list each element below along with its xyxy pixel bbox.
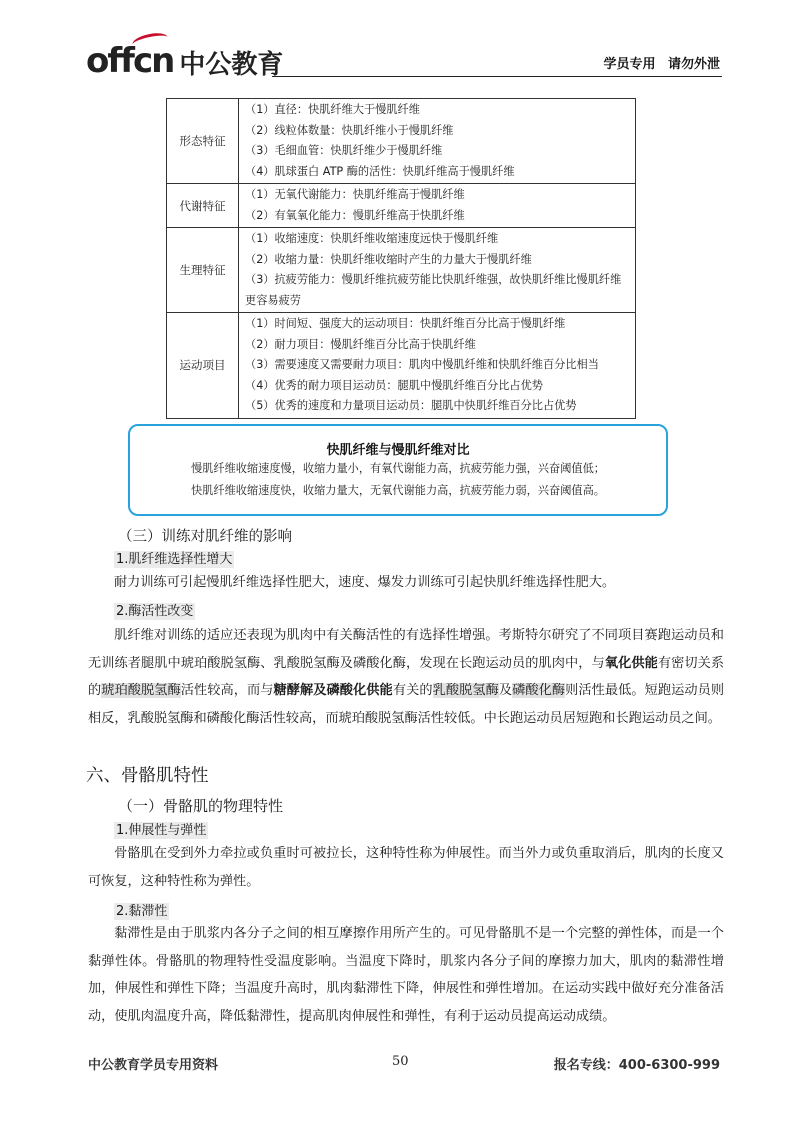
list-item: （2）收缩力量：快肌纤维收缩时产生的力量大于慢肌纤维 bbox=[245, 252, 532, 266]
table-row bbox=[167, 228, 636, 313]
paragraph-enzyme: 肌纤维对训练的适应还表现为肌肉中有关酶活性的有选择性增强。考斯特尔研究了不同项目赛跑运动员和无训练者腿肌中琥珀酸脱氢酶、乳酸脱氢酶及磷酸化酶，发现在长跑运动员的肌肉中，与氧化供能有密切关系的琥珀酸脱氢酶活性较高，而与糖酵解及磷酸化供能有关的乳酸脱氢酶及磷酸化酶则活性最低。短跑运动员则相反，乳酸脱氢酶和磷酸化酶活性较高，而琥珀酸脱氢酶活性较低。中长跑运动员居短跑和长跑运动员之间。 bbox=[88, 628, 725, 726]
callout-line-slow: 慢肌纤维收缩速度慢，收缩力量小，有氧代谢能力高，抗疲劳能力强，兴奋阈值低； bbox=[191, 462, 605, 475]
paragraph: 骨骼肌在受到外力牵拉或负重时可被拉长，这种特性称为伸展性。而当外力或负重取消后，肌肉的长度又可恢复，这种特性称为弹性。 bbox=[88, 846, 724, 889]
list-item: （1）直径：快肌纤维大于慢肌纤维 bbox=[245, 103, 420, 116]
row-items bbox=[239, 184, 636, 228]
row-items bbox=[239, 228, 636, 313]
fiber-comparison-table bbox=[166, 98, 636, 419]
sub-heading: 1.肌纤维选择性增大 bbox=[116, 552, 233, 567]
sub-heading: 1.伸展性与弹性 bbox=[116, 823, 207, 838]
paragraph: 耐力训练可引起慢肌纤维选择性肥大，速度、爆发力训练可引起快肌纤维选择性肥大。 bbox=[114, 575, 616, 590]
section-heading-skeletal-muscle: 六、骨骼肌特性 bbox=[86, 766, 209, 786]
list-item: （3）毛细血管：快肌纤维少于慢肌纤维 bbox=[245, 144, 443, 157]
header-notice: 学员专用 请勿外泄 bbox=[603, 57, 720, 72]
list-item: （3）需要速度又需要耐力项目：肌肉中慢肌纤维和快肌纤维百分比相当 bbox=[245, 358, 599, 371]
page-number: 50 bbox=[392, 1054, 409, 1069]
list-item: （4）优秀的耐力项目运动员：腿肌中慢肌纤维百分比占优势 bbox=[245, 378, 543, 392]
section-subheading-physical: （一）骨骼肌的物理特性 bbox=[118, 797, 284, 815]
list-item: （2）耐力项目：慢肌纤维百分比高于快肌纤维 bbox=[245, 337, 476, 351]
list-item: （2）有氧氧化能力：慢肌纤维高于快肌纤维 bbox=[245, 208, 465, 222]
offcn-logo bbox=[86, 41, 284, 81]
list-item: （3）抗疲劳能力：慢肌纤维抗疲劳能比快肌纤维强，故快肌纤维比慢肌纤维更容易疲劳 bbox=[245, 273, 622, 307]
list-item: （1）时间短、强度大的运动项目：快肌纤维百分比高于慢肌纤维 bbox=[245, 317, 566, 330]
row-items bbox=[239, 99, 636, 184]
table-row bbox=[167, 99, 636, 184]
row-category: 形态特征 bbox=[167, 99, 239, 184]
paragraph-viscosity: 黏滞性是由于肌浆内各分子之间的相互摩擦作用所产生的。可见骨骼肌不是一个完整的弹性体，而是一个黏弹性体。骨骼肌的物理特性受温度影响。当温度下降时，肌浆内各分子间的摩擦力加大，肌肉的黏滞性增加，伸展性和弹性下降；当温度升高时，肌肉黏滞性下降，伸展性和弹性增加。在运动实践中做好充分准备活动，使肌肉温度升高，降低黏滞性，提高肌肉伸展性和弹性，有利于运动员提高运动成绩。 bbox=[88, 926, 724, 1024]
list-item: （5）优秀的速度和力量项目运动员：腿肌中快肌纤维百分比占优势 bbox=[245, 399, 577, 412]
footer-hotline: 报名专线：400-6300-999 bbox=[553, 1058, 720, 1073]
table-row bbox=[167, 184, 636, 228]
list-item: （1）无氧代谢能力：快肌纤维高于慢肌纤维 bbox=[245, 188, 465, 201]
callout-title: 快肌纤维与慢肌纤维对比 bbox=[326, 443, 470, 458]
page-header bbox=[86, 38, 722, 80]
list-item: （1）收缩速度：快肌纤维收缩速度远快于慢肌纤维 bbox=[245, 232, 499, 245]
list-item: （2）线粒体数量：快肌纤维小于慢肌纤维 bbox=[245, 123, 454, 137]
comparison-callout bbox=[128, 424, 668, 516]
table-row bbox=[167, 313, 636, 419]
list-item: （4）肌球蛋白 ATP 酶的活性：快肌纤维高于慢肌纤维 bbox=[245, 164, 515, 178]
row-items bbox=[239, 313, 636, 419]
logo-text-cn: 中公教育 bbox=[179, 50, 284, 80]
footer-label: 中公教育学员专用资料 bbox=[88, 1058, 219, 1073]
logo-text-en: offcn bbox=[86, 41, 174, 81]
callout-line-fast: 快肌纤维收缩速度快，收缩力量大，无氧代谢能力高，抗疲劳能力弱，兴奋阈值高。 bbox=[191, 484, 605, 497]
row-category: 生理特征 bbox=[167, 228, 239, 313]
section-heading-training: （三）训练对肌纤维的影响 bbox=[118, 529, 292, 545]
row-category: 代谢特征 bbox=[167, 184, 239, 228]
sub-heading: 2.酶活性改变 bbox=[116, 604, 194, 619]
sub-heading: 2.黏滞性 bbox=[116, 904, 168, 919]
header-rule bbox=[272, 76, 722, 77]
row-category: 运动项目 bbox=[167, 313, 239, 419]
